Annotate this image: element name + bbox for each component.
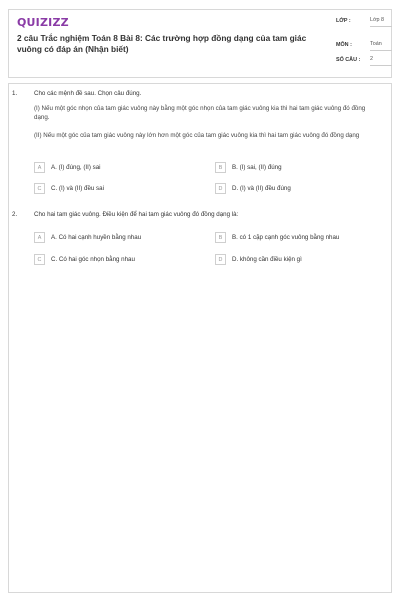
option-c-marker: C <box>34 183 45 194</box>
grade-value: Lớp 8 <box>370 17 392 27</box>
question-2-text: Cho hai tam giác vuông. Điều kiện để hai tam giác vuông đó đồng dạng là: <box>34 211 239 218</box>
option-b-text: B. có 1 cặp cạnh góc vuông bằng nhau <box>232 234 340 241</box>
option-c-marker: C <box>34 254 45 265</box>
question-1-text: Cho các mệnh đề sau. Chọn câu đúng. <box>34 90 142 97</box>
option-a-text: A. (I) đúng, (II) sai <box>51 164 101 171</box>
worksheet-header <box>8 9 392 78</box>
question-1-option-d[interactable] <box>215 183 291 194</box>
question-count-value: 2 <box>370 56 392 66</box>
question-2-option-b[interactable] <box>215 232 339 243</box>
subject-value: Toán <box>370 41 392 51</box>
option-d-text: D. không cần điều kiện gì <box>232 256 302 263</box>
question-count-label: SỐ CÂU : <box>336 57 361 63</box>
question-1-option-b[interactable] <box>215 162 282 173</box>
question-2-option-d[interactable] <box>215 254 302 265</box>
subject-label: MÔN : <box>336 42 352 48</box>
question-2-option-a[interactable] <box>34 232 141 243</box>
question-2-number: 2. <box>12 211 18 218</box>
question-1-number: 1. <box>12 90 18 97</box>
option-a-marker: A <box>34 232 45 243</box>
option-a-text: A. Có hai cạnh huyền bằng nhau <box>51 234 142 241</box>
grade-label: LỚP : <box>336 18 351 24</box>
option-c-text: C. (I) và (II) đều sai <box>51 185 104 192</box>
option-b-text: B. (I) sai, (II) đúng <box>232 164 282 171</box>
option-a-marker: A <box>34 162 45 173</box>
option-b-marker: B <box>215 232 226 243</box>
option-d-marker: D <box>215 254 226 265</box>
question-1-option-c[interactable] <box>34 183 104 194</box>
content-frame <box>8 83 392 593</box>
question-1-statement-2: (II) Nếu một góc của tam giác vuông này lớn hơn một góc của tam giác vuông kia thì hai tam giác vuông đó đồng dạng <box>34 132 360 139</box>
option-b-marker: B <box>215 162 226 173</box>
option-d-text: D. (I) và (II) đều đúng <box>232 185 291 192</box>
question-1-option-a[interactable] <box>34 162 101 173</box>
quizizz-logo: QUIZIZZ <box>17 16 69 29</box>
question-2-option-c[interactable] <box>34 254 135 265</box>
worksheet-title: 2 câu Trắc nghiệm Toán 8 Bài 8: Các trường hợp đồng dạng của tam giác vuông có đáp án (Nhận biết) <box>17 33 307 54</box>
option-d-marker: D <box>215 183 226 194</box>
question-1-statement-1: (I) Nếu một góc nhọn của tam giác vuông này bằng một góc nhọn của tam giác vuông kia thì hai tam giác vuông đó đồng dạng. <box>34 105 366 121</box>
option-c-text: C. Có hai góc nhọn bằng nhau <box>51 256 135 263</box>
